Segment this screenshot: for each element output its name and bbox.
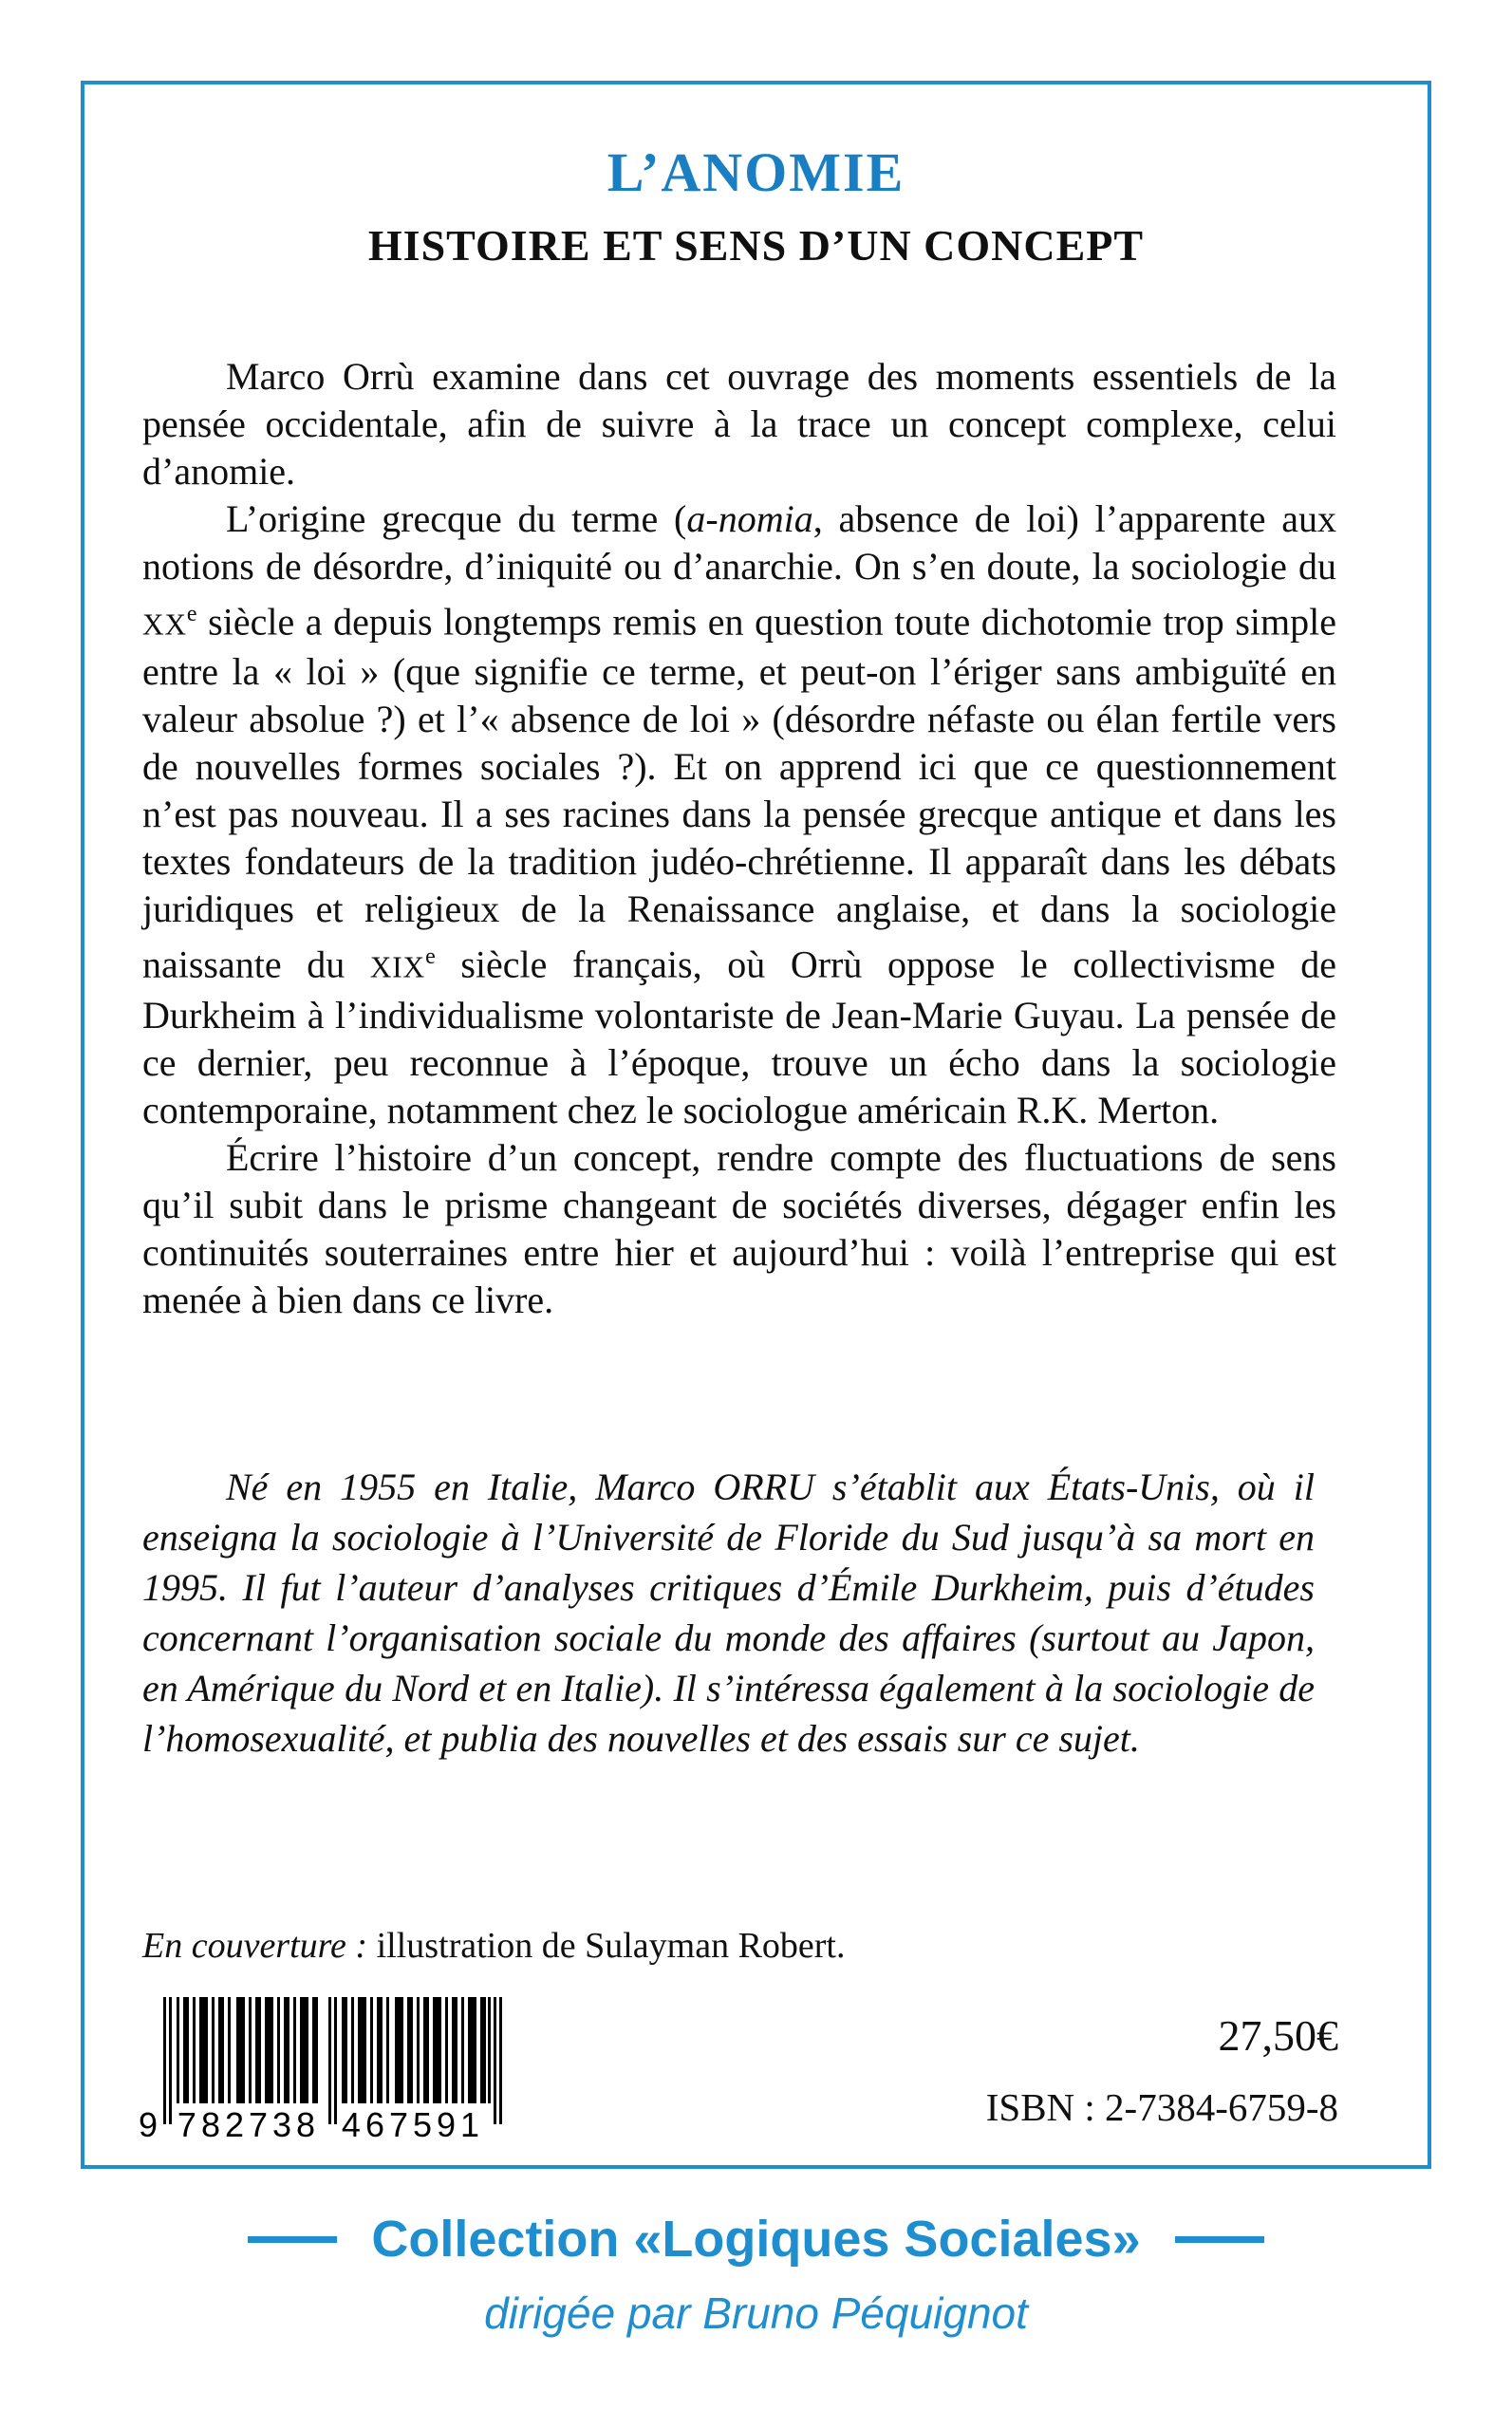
cover-credit-label: En couverture : bbox=[142, 1926, 368, 1966]
cover-credit bbox=[142, 1925, 1336, 1967]
text-segment: Marco Orrù examine dans cet ouvrage des moments essentiels de la pensée occidentale, afin de suivre à la trace un concept complexe, celui d’anomie. bbox=[142, 355, 1336, 493]
book-subtitle: HISTOIRE ET SENS D’UN CONCEPT bbox=[367, 221, 1145, 270]
price: 27,50€ bbox=[1218, 2011, 1338, 2060]
synopsis-paragraph bbox=[142, 1134, 1336, 1324]
collection-director: dirigée par Bruno Péquignot bbox=[484, 2288, 1028, 2338]
barcode-leading-digit: 9 bbox=[139, 2105, 159, 2144]
text-segment: XX bbox=[142, 607, 187, 642]
collection-name: Collection «Logiques Sociales» bbox=[371, 2211, 1141, 2268]
cover-credit-text: illustration de Sulayman Robert. bbox=[367, 1926, 846, 1966]
isbn: ISBN : 2-7384-6759-8 bbox=[985, 2085, 1338, 2129]
text-segment: , absence de loi) l’apparente aux notions de désordre, d’iniquité ou d’anarchie. On s’en doute, la sociologie du bbox=[142, 497, 1336, 588]
barcode-right-group: 467591 bbox=[341, 2105, 485, 2144]
barcode-left-group: 782738 bbox=[177, 2105, 321, 2144]
text-segment: Écrire l’histoire d’un concept, rendre compte des fluctuations de sens qu’il subit dans le prisme changeant de sociétés diverses, dégager enfin les continuités souterraines entre hier et aujourd’hui : voilà l’entreprise qui est menée à bien dans ce livre. bbox=[142, 1135, 1336, 1321]
author-bio bbox=[142, 1462, 1315, 1764]
text-segment: siècle a depuis longtemps remis en question toute dichotomie trop simple entre la « loi » (que signifie ce terme, et peut-on l’ériger sans ambiguïté en valeur absolue ?) et l’« absence de loi » (désordre néfaste ou élan fertile vers de nouvelles formes sociales ?). Et on apprend ici que ce questionnement n’est pas nouveau. Il a ses racines dans la pensée grecque antique et dans les textes fondateurs de la tradition judéo-chrétienne. Il apparaît dans les débats juridiques et religieux de la Renaissance anglaise, et dans la sociologie naissante du bbox=[142, 600, 1336, 986]
synopsis-paragraph bbox=[142, 495, 1336, 1134]
text-segment: siècle français, où Orrù oppose le collectivisme de Durkheim à l’individualisme volontariste de Jean-Marie Guyau. La pensée de ce dernier, peu reconnue à l’époque, trouve un écho dans la sociologie contemporaine, notamment chez le sociologue américain R.K. Merton. bbox=[142, 943, 1336, 1131]
right-dash bbox=[1175, 2236, 1264, 2243]
author-bio-text: Né en 1955 en Italie, Marco ORRU s’établit aux États-Unis, où il enseigna la sociologie à l’Université de Floride du Sud jusqu’à sa mort en 1995. Il fut l’auteur d’analyses critiques d’Émile Durkheim, puis d’études concernant l’organisation sociale du monde des affaires (surtout au Japon, en Amérique du Nord et en Italie). Il s’intéressa également à la sociologie de l’homosexualité, et publia des nouvelles et des essais sur ce sujet. bbox=[142, 1466, 1315, 1760]
text-segment: e bbox=[186, 602, 197, 626]
synopsis bbox=[142, 353, 1336, 1324]
text-segment: a-nomia bbox=[686, 497, 813, 540]
text-segment: L’origine grecque du terme ( bbox=[226, 497, 687, 540]
barcode bbox=[139, 1997, 522, 2147]
collection-banner bbox=[0, 2210, 1512, 2269]
book-title: L’ANOMIE bbox=[607, 141, 905, 203]
left-dash bbox=[248, 2236, 337, 2243]
text-segment: XIX bbox=[369, 950, 426, 984]
text-segment: e bbox=[425, 944, 436, 970]
synopsis-paragraph bbox=[142, 353, 1336, 495]
